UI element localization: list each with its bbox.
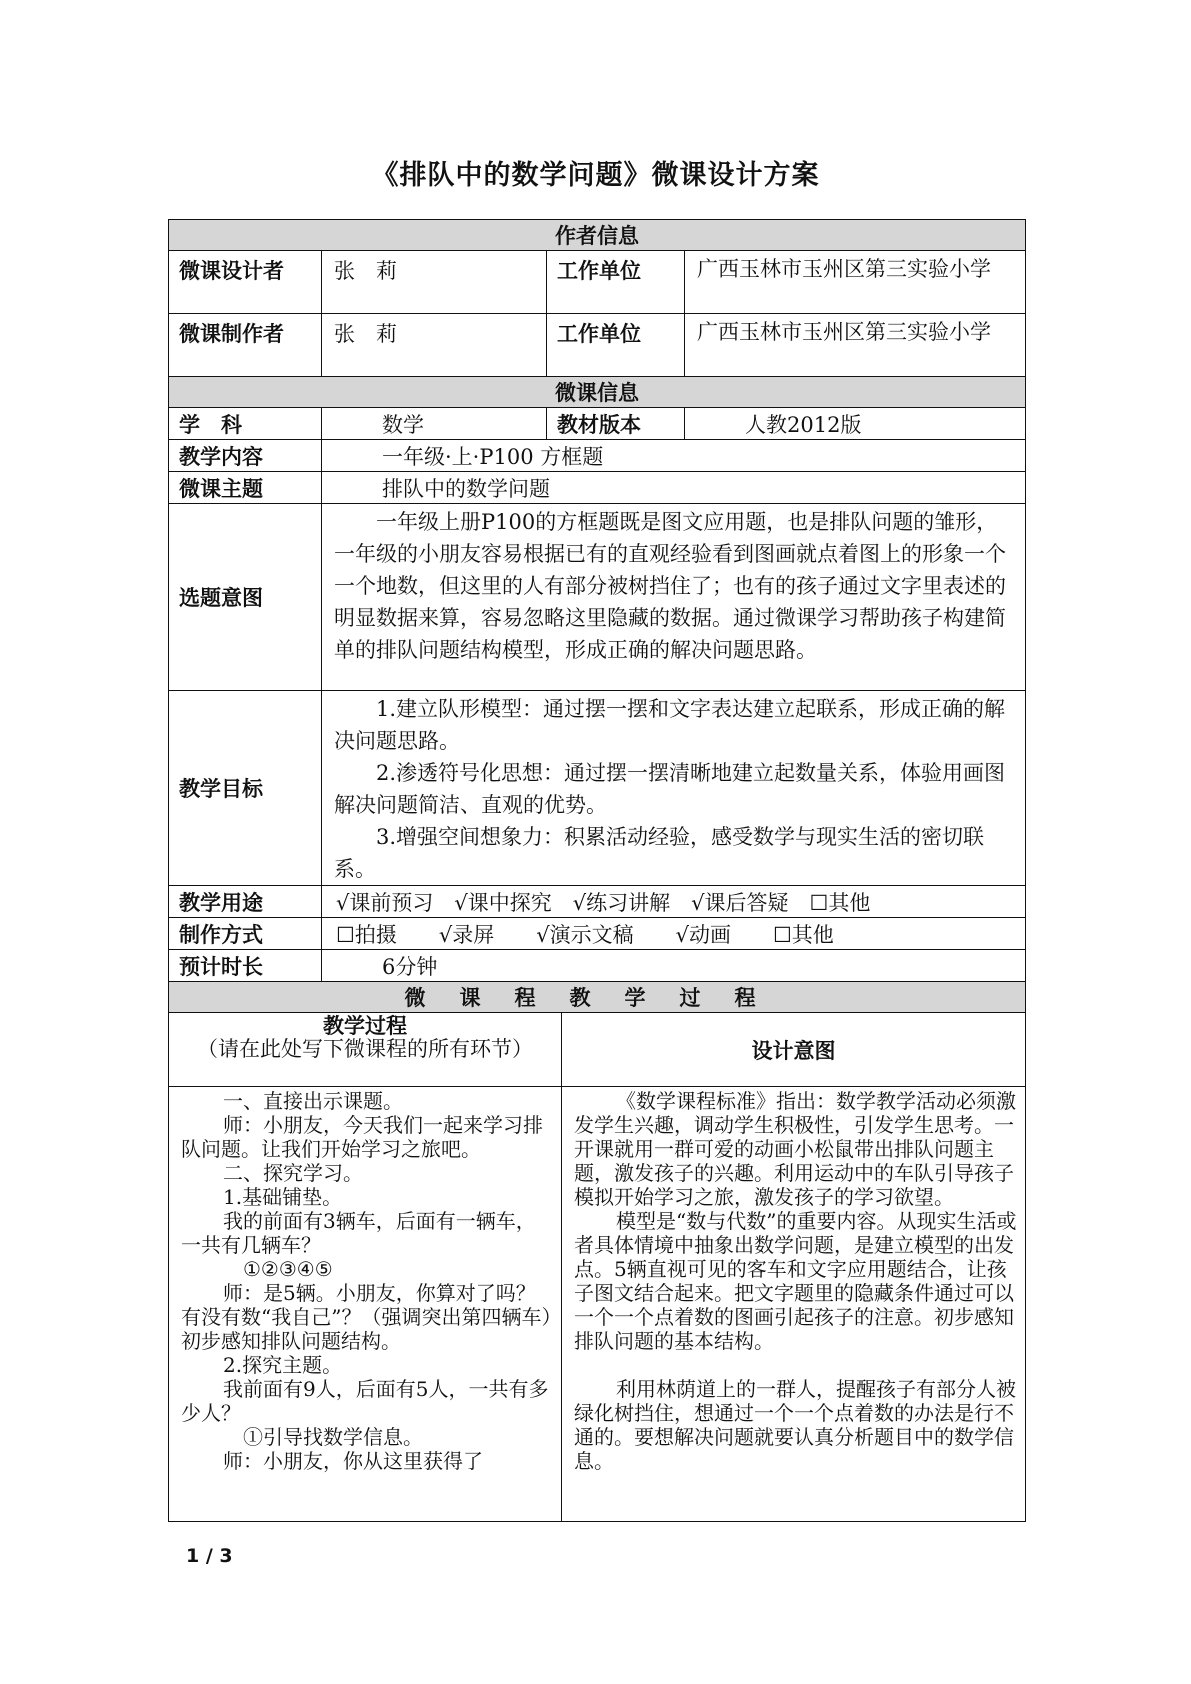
- unit-value: 广西玉林市玉州区第三实验小学: [685, 251, 1026, 314]
- method-label: 制作方式: [169, 918, 322, 950]
- unit-value-2: 广西玉林市玉州区第三实验小学: [685, 314, 1026, 377]
- intent-label: 选题意图: [169, 504, 322, 691]
- process-line: 师：是5辆。小朋友，你算对了吗？有没有数“我自己”？（强调突出第四辆车）初步感知排队问题结构。: [181, 1281, 552, 1353]
- content-label: 教学内容: [169, 440, 322, 472]
- process-col-note: （请在此处写下微课程的所有环节）: [197, 1037, 533, 1061]
- blank-line: [574, 1353, 1017, 1377]
- goal-1: 1.建立队形模型：通过摆一摆和文字表达建立起联系，形成正确的解决问题思路。: [334, 697, 1006, 753]
- goal-3: 3.增强空间想象力：积累活动经验，感受数学与现实生活的密切联系。: [334, 825, 985, 881]
- process-col-head: [169, 1013, 562, 1087]
- topic-value: 排队中的数学问题: [322, 472, 1026, 504]
- duration-label: 预计时长: [169, 950, 322, 982]
- unit-label: 工作单位: [547, 251, 685, 314]
- document-title: 《排队中的数学问题》微课设计方案: [371, 160, 820, 191]
- process-line: 一、直接出示课题。: [223, 1089, 403, 1113]
- subject-label: 学 科: [169, 408, 322, 440]
- process-line: 1.基础铺垫。: [223, 1185, 343, 1209]
- process-line: ①引导找数学信息。: [243, 1425, 423, 1449]
- process-line: 我的前面有3辆车，后面有一辆车，一共有几辆车？: [181, 1209, 536, 1257]
- designer-label: 微课设计者: [169, 251, 322, 314]
- course-info-header: 微课信息: [169, 377, 1026, 408]
- intent-paragraph: 利用林荫道上的一群人，提醒孩子有部分人被绿化树挡住，想通过一个一个点着数的办法是行不通的。要想解决问题就要认真分析题目中的数学信息。: [574, 1377, 1016, 1473]
- content-value: 一年级·上·P100 方框题: [322, 440, 1026, 472]
- process-line: 师：小朋友，你从这里获得了: [223, 1449, 483, 1473]
- process-header: 微课程教学过程: [169, 982, 1026, 1013]
- process-line: 二、探究学习。: [223, 1161, 363, 1185]
- process-line: 2.探究主题。: [223, 1353, 343, 1377]
- producer-value: 张 莉: [322, 314, 547, 377]
- goal-2: 2.渗透符号化思想：通过摆一摆清晰地建立起数量关系，体验用画图解决问题简洁、直观的优势。: [334, 761, 1006, 817]
- edition-label: 教材版本: [547, 408, 685, 440]
- intent-content: [562, 1087, 1026, 1522]
- process-content: [169, 1087, 562, 1522]
- use-value: √课前预习 √课中探究 √练习讲解 √课后答疑 ☐其他: [322, 886, 1026, 918]
- intent-col-head: 设计意图: [562, 1013, 1026, 1087]
- subject-value: 数学: [322, 408, 547, 440]
- topic-label: 微课主题: [169, 472, 322, 504]
- duration-value: 6分钟: [322, 950, 1026, 982]
- design-table: [168, 219, 1026, 1522]
- unit-label-2: 工作单位: [547, 314, 685, 377]
- bus-numbers: ①②③④⑤: [243, 1257, 333, 1281]
- producer-label: 微课制作者: [169, 314, 322, 377]
- designer-value: 张 莉: [322, 251, 547, 314]
- author-info-header: 作者信息: [169, 220, 1026, 251]
- edition-value: 人教2012版: [685, 408, 1026, 440]
- method-value: ☐拍摄 √录屏 √演示文稿 √动画 ☐其他: [322, 918, 1026, 950]
- process-col-title: 教学过程: [323, 1014, 407, 1038]
- process-line: 师：小朋友，今天我们一起来学习排队问题。让我们开始学习之旅吧。: [181, 1113, 543, 1161]
- intent-text: 一年级上册P100的方框题既是图文应用题，也是排队问题的雏形，一年级的小朋友容易根据已有的直观经验看到图画就点着图上的形象一个一个地数，但这里的人有部分被树挡住了；也有的孩子通过文字里表述的明显数据来算，容易忽略这里隐藏的数据。通过微课学习帮助孩子构建简单的排队问题结构模型，形成正确的解决问题思路。: [322, 504, 1026, 691]
- intent-paragraph: 模型是“数与代数”的重要内容。从现实生活或者具体情境中抽象出数学问题，是建立模型的出发点。5辆直视可见的客车和文字应用题结合，让孩子图文结合起来。把文字题里的隐藏条件通过可以一个一个点着数的图画引起孩子的注意。初步感知排队问题的基本结构。: [574, 1209, 1017, 1353]
- goals-cell: [322, 691, 1026, 886]
- process-line: 我前面有9人，后面有5人，一共有多少人？: [181, 1377, 549, 1425]
- goal-label: 教学目标: [169, 691, 322, 886]
- intent-paragraph: 《数学课程标准》指出：数学教学活动必须激发学生兴趣，调动学生积极性，引发学生思考。一开课就用一群可爱的动画小松鼠带出排队问题主题，激发孩子的兴趣。利用运动中的车队引导孩子模拟开始学习之旅，激发孩子的学习欲望。: [574, 1089, 1016, 1209]
- page-number: 1 / 3: [186, 1545, 233, 1567]
- use-label: 教学用途: [169, 886, 322, 918]
